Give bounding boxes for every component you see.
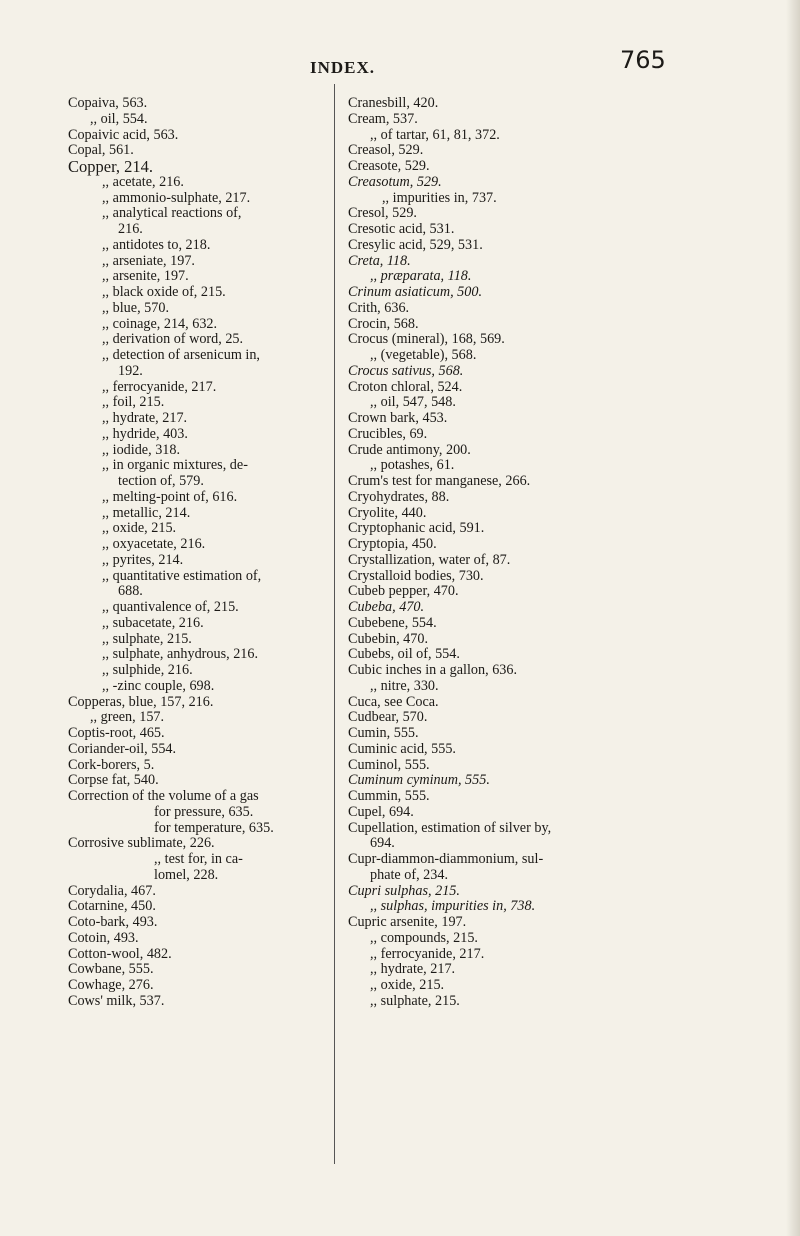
index-entry: Corydalia, 467. bbox=[68, 882, 156, 899]
page-edge-shadow bbox=[786, 0, 800, 1236]
index-entry: Crith, 636. bbox=[348, 299, 410, 316]
index-entry: Cowbane, 555. bbox=[68, 961, 154, 978]
index-entry: Cubeba, 470. bbox=[348, 599, 425, 615]
index-entry: 192. bbox=[118, 362, 143, 379]
index-entry: Cubeb pepper, 470. bbox=[348, 583, 459, 600]
page-number: 765 bbox=[620, 46, 666, 74]
index-entry: ,, acetate, 216. bbox=[102, 173, 184, 190]
index-entry: ,, sulphate, 215. bbox=[370, 992, 460, 1009]
index-entry: Creasotum, 529. bbox=[348, 173, 442, 190]
index-entry: ,, of tartar, 61, 81, 372. bbox=[370, 126, 500, 143]
index-entry: Cotoin, 493. bbox=[68, 929, 139, 946]
index-entry: Copperas, blue, 157, 216. bbox=[68, 693, 214, 710]
index-entry: Corpse fat, 540. bbox=[68, 772, 159, 789]
index-entry: for temperature, 635. bbox=[154, 819, 274, 836]
index-entry: ,, impurities in, 737. bbox=[382, 189, 497, 206]
index-entry: tection of, 579. bbox=[118, 473, 204, 489]
index-entry: ,, arseniate, 197. bbox=[102, 252, 195, 269]
index-entry: Coptis-root, 465. bbox=[68, 725, 165, 741]
index-entry: Creasol, 529. bbox=[348, 142, 424, 159]
index-entry: ,, melting-point of, 616. bbox=[102, 488, 238, 505]
index-entry: Cryptophanic acid, 591. bbox=[348, 520, 485, 537]
index-entry: ,, (vegetable), 568. bbox=[370, 347, 477, 363]
index-entry: Croton chloral, 524. bbox=[348, 378, 463, 395]
index-entry: ,, test for, in ca- bbox=[154, 851, 243, 867]
index-entry: ,, derivation of word, 25. bbox=[102, 331, 244, 348]
index-entry: ,, -zinc couple, 698. bbox=[102, 677, 215, 694]
index-entry: Cows' milk, 537. bbox=[68, 992, 165, 1009]
index-entry: Crocus (mineral), 168, 569. bbox=[348, 331, 505, 348]
index-entry: ,, compounds, 215. bbox=[370, 929, 478, 946]
index-entry: ,, oil, 547, 548. bbox=[370, 394, 456, 411]
index-entry: ,, iodide, 318. bbox=[102, 441, 181, 458]
index-entry: ,, sulphate, 215. bbox=[102, 630, 192, 647]
index-entry: Cresol, 529. bbox=[348, 205, 417, 222]
index-entry: Cupric arsenite, 197. bbox=[348, 914, 467, 930]
index-entry: 694. bbox=[370, 835, 395, 852]
index-entry: Creta, 118. bbox=[348, 252, 411, 269]
index-entry: ,, sulphas, impurities in, 738. bbox=[370, 898, 536, 915]
index-entry: ,, metallic, 214. bbox=[102, 504, 191, 521]
index-entry: ,, ammonio-sulphate, 217. bbox=[102, 189, 251, 206]
index-entry: Cryolite, 440. bbox=[348, 504, 427, 521]
index-entry: ,, quantivalence of, 215. bbox=[102, 599, 239, 615]
index-entry: Cresylic acid, 529, 531. bbox=[348, 236, 483, 253]
index-entry: Cream, 537. bbox=[348, 110, 418, 127]
index-entry: Cubebin, 470. bbox=[348, 630, 428, 647]
index-entry: lomel, 228. bbox=[154, 866, 219, 883]
index-entry: Copal, 561. bbox=[68, 142, 134, 159]
index-entry: Crude antimony, 200. bbox=[348, 441, 471, 458]
index-entry: ,, blue, 570. bbox=[102, 299, 169, 316]
index-entry: Cotton-wool, 482. bbox=[68, 945, 172, 962]
index-entry: ,, pyrites, 214. bbox=[102, 551, 184, 568]
page-header-title: INDEX. bbox=[310, 58, 376, 77]
index-column-left bbox=[68, 96, 332, 1010]
index-entry: ,, hydride, 403. bbox=[102, 425, 188, 442]
index-entry: ,, sulphate, anhydrous, 216. bbox=[102, 646, 259, 663]
index-entry: Crystallization, water of, 87. bbox=[348, 551, 511, 568]
index-entry: Crystalloid bodies, 730. bbox=[348, 567, 484, 584]
index-entry: Cuminol, 555. bbox=[348, 756, 430, 773]
index-entry: ,, oxide, 215. bbox=[102, 520, 177, 537]
column-divider bbox=[334, 84, 335, 1164]
index-entry: Cupel, 694. bbox=[348, 803, 414, 820]
index-entry: ,, coinage, 214, 632. bbox=[102, 315, 218, 332]
index-entry: Cubic inches in a gallon, 636. bbox=[348, 662, 518, 678]
index-entry: ,, quantitative estimation of, bbox=[102, 567, 262, 584]
index-entry: Cumin, 555. bbox=[348, 725, 419, 741]
index-entry: Cummin, 555. bbox=[348, 788, 430, 804]
index-entry: 216. bbox=[118, 221, 143, 237]
index-entry: for pressure, 635. bbox=[154, 803, 254, 820]
index-entry: Correction of the volume of a gas bbox=[68, 788, 259, 804]
index-entry: Cudbear, 570. bbox=[348, 709, 428, 726]
index-entry: Crinum asiaticum, 500. bbox=[348, 284, 482, 300]
index-entry: Cupri sulphas, 215. bbox=[348, 882, 460, 899]
index-entry: Cupr-diammon-diammonium, sul- bbox=[348, 851, 544, 867]
index-entry: Creasote, 529. bbox=[348, 158, 430, 174]
index-entry: Coto-bark, 493. bbox=[68, 914, 158, 930]
index-entry: ,, arsenite, 197. bbox=[102, 268, 189, 285]
index-entry: ,, analytical reactions of, bbox=[102, 205, 242, 222]
index-entry: Crocin, 568. bbox=[348, 315, 419, 332]
index-entry: Cresotic acid, 531. bbox=[348, 221, 455, 237]
index-entry: ,, ferrocyanide, 217. bbox=[102, 378, 217, 395]
index-entry: ,, in organic mixtures, de- bbox=[102, 457, 248, 474]
index-entry: ,, nitre, 330. bbox=[370, 677, 439, 694]
index-entry: Cowhage, 276. bbox=[68, 977, 154, 993]
index-entry: Cuminic acid, 555. bbox=[348, 740, 456, 757]
index-entry: ,, hydrate, 217. bbox=[370, 961, 456, 978]
index-entry: Cotarnine, 450. bbox=[68, 898, 156, 915]
index-entry: ,, hydrate, 217. bbox=[102, 410, 188, 426]
index-entry: ,, ferrocyanide, 217. bbox=[370, 945, 485, 962]
index-entry: ,, oxyacetate, 216. bbox=[102, 536, 206, 552]
index-entry: Crown bark, 453. bbox=[348, 410, 448, 426]
index-entry: ,, black oxide of, 215. bbox=[102, 284, 226, 300]
index-entry: Cubebene, 554. bbox=[348, 614, 437, 631]
index-entry: ,, green, 157. bbox=[90, 709, 165, 726]
index-entry: 688. bbox=[118, 583, 143, 600]
index-entry: Coriander-oil, 554. bbox=[68, 740, 177, 757]
index-entry: ,, subacetate, 216. bbox=[102, 614, 204, 631]
index-column-right bbox=[348, 96, 722, 1010]
index-entry: Crum's test for manganese, 266. bbox=[348, 473, 531, 489]
index-entry: Copper, 214. bbox=[68, 157, 154, 176]
index-entry: Cryohydrates, 88. bbox=[348, 488, 450, 505]
index-entry: ,, potashes, 61. bbox=[370, 457, 455, 474]
index-entry: ,, oil, 554. bbox=[90, 110, 148, 127]
index-entry: ,, sulphide, 216. bbox=[102, 662, 193, 678]
index-entry: Copaivic acid, 563. bbox=[68, 126, 179, 143]
index-entry: Cubebs, oil of, 554. bbox=[348, 646, 460, 663]
index-entry: Corrosive sublimate, 226. bbox=[68, 835, 215, 852]
index-entry: Cupellation, estimation of silver by, bbox=[348, 819, 552, 836]
index-entry: ,, præparata, 118. bbox=[370, 268, 472, 285]
index-entry: ,, antidotes to, 218. bbox=[102, 236, 211, 253]
index-entry: ,, oxide, 215. bbox=[370, 977, 445, 993]
index-entry: ,, foil, 215. bbox=[102, 394, 165, 411]
index-entry: Crucibles, 69. bbox=[348, 425, 428, 442]
index-entry: Cork-borers, 5. bbox=[68, 756, 155, 773]
index-entry: ,, detection of arsenicum in, bbox=[102, 347, 260, 363]
index-entry: Cryptopia, 450. bbox=[348, 536, 437, 552]
index-entry: Cranesbill, 420. bbox=[348, 95, 439, 111]
index-entry: Copaiva, 563. bbox=[68, 95, 148, 111]
index-entry: phate of, 234. bbox=[370, 866, 449, 883]
index-entry: Crocus sativus, 568. bbox=[348, 362, 464, 379]
index-entry: Cuminum cyminum, 555. bbox=[348, 772, 490, 789]
index-entry: Cuca, see Coca. bbox=[348, 693, 439, 710]
